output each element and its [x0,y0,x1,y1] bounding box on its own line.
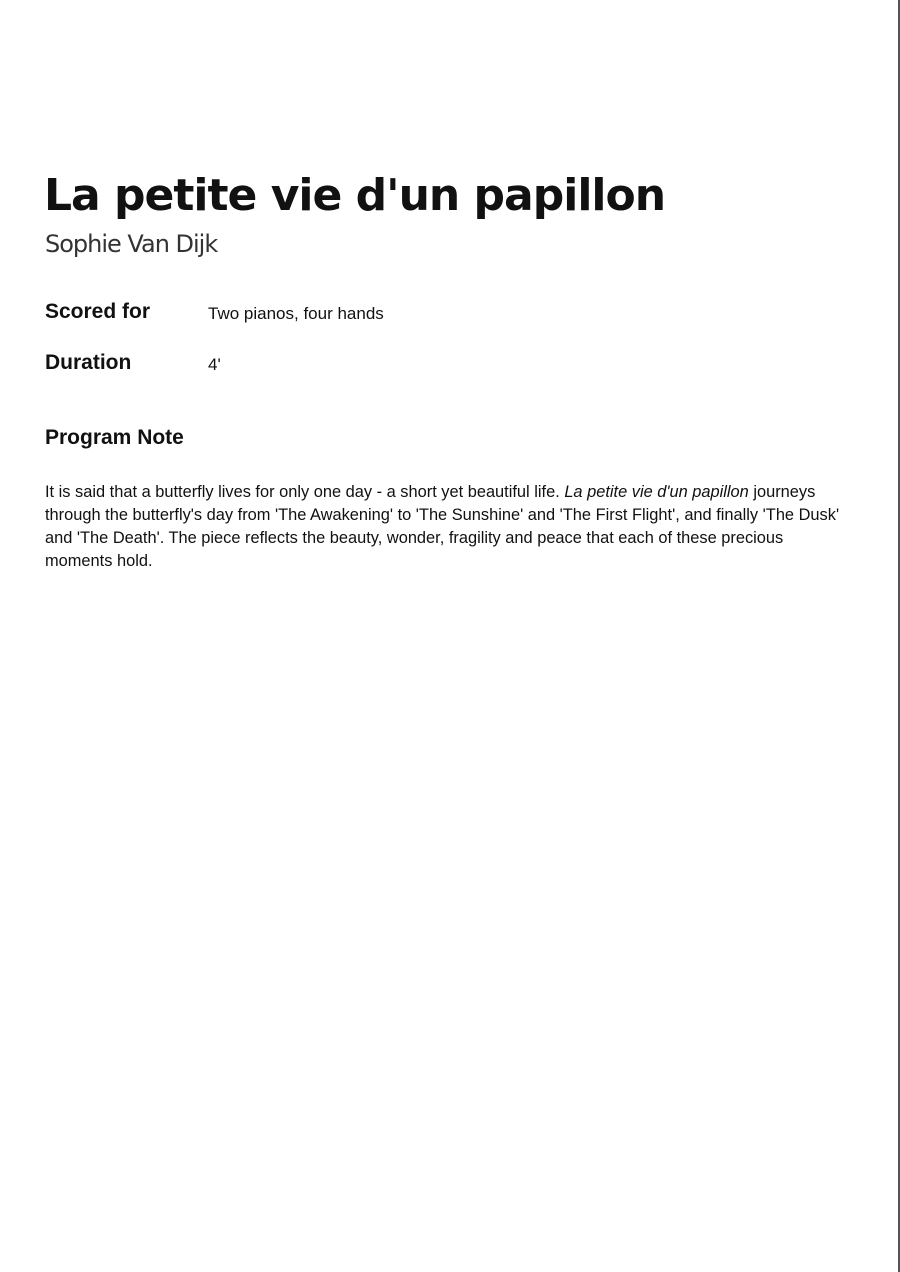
composer-name: Sophie Van Dijk [45,230,218,258]
scored-for-row [45,298,845,326]
program-note-text-end: journeys through the butterfly's day from 'The Awakening' to 'The Sunshine' and 'The First Flight', and finally 'The Dusk' and 'The Death'. The piece reflects the beauty, wonder, fragility and peace that each of these precious moments hold. [45,483,840,570]
program-note-text-start: It is said that a butterfly lives for only one day - a short yet beautiful life. [45,483,565,501]
scored-for-label: Scored for [45,300,151,323]
program-note-heading: Program Note [45,426,184,449]
program-note-italic-title: La petite vie d'un papillon [564,483,749,501]
program-note-text [45,481,855,573]
duration-value: 4' [208,355,221,374]
duration-label: Duration [45,351,132,374]
scored-for-value: Two pianos, four hands [208,304,384,323]
duration-row [45,349,845,377]
piece-title: La petite vie d'un papillon [44,170,666,221]
